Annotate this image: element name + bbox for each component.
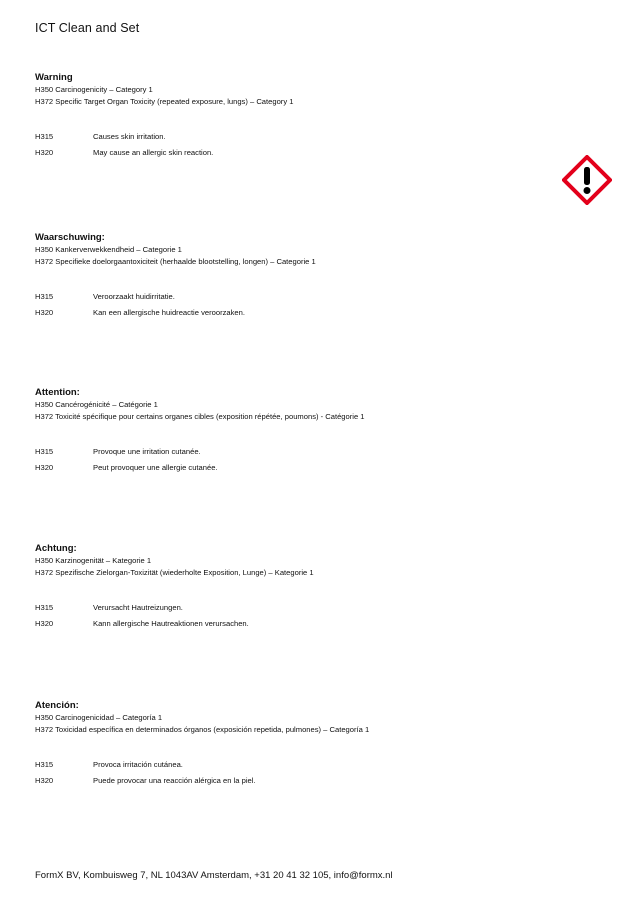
hazard-statement xyxy=(35,446,595,462)
classification-line: H372 Toxicité spécifique pour certains organes cibles (exposition répétée, poumons) - Catégorie 1 xyxy=(35,411,365,421)
hazard-code: H315 xyxy=(35,760,54,769)
hazard-text: Peut provoquer une allergie cutanée. xyxy=(93,462,218,472)
signal-word: Atención: xyxy=(35,700,79,711)
signal-word: Attention: xyxy=(35,387,80,398)
hazard-statement-list xyxy=(35,131,595,162)
hazard-code: H320 xyxy=(35,307,54,317)
hazard-statement-list xyxy=(35,602,595,633)
hazard-text: Verursacht Hautreizungen. xyxy=(93,603,183,612)
ghs-exclamation-mark-icon xyxy=(562,155,612,205)
classification-line: H350 Karzinogenität – Kategorie 1 xyxy=(35,556,152,565)
hazard-text: Kann allergische Hautreaktionen verursachen. xyxy=(93,618,249,628)
hazard-statement xyxy=(35,291,595,307)
classification-line: H350 Kankerverwekkendheid – Categorie 1 xyxy=(35,245,182,254)
hazard-text: Kan een allergische huidreactie veroorzaken. xyxy=(93,307,245,317)
company-footer: FormX BV, Kombuisweg 7, NL 1043AV Amsterdam, +31 20 41 32 105, info@formx.nl xyxy=(35,870,393,881)
hazard-statement xyxy=(35,602,595,618)
hazard-code: H320 xyxy=(35,462,54,472)
hazard-statement xyxy=(35,147,595,163)
hazard-code: H315 xyxy=(35,292,54,301)
hazard-statement-list xyxy=(35,446,595,477)
hazard-statement xyxy=(35,131,595,147)
classification-line: H372 Specifieke doelorgaantoxiciteit (herhaalde blootstelling, longen) – Categorie 1 xyxy=(35,256,316,266)
page-title: ICT Clean and Set xyxy=(35,21,140,35)
classification-line: H350 Carcinogenicity – Category 1 xyxy=(35,85,153,94)
hazard-code: H315 xyxy=(35,603,54,612)
classification-line: H350 Carcinogenicidad – Categoría 1 xyxy=(35,713,163,722)
hazard-code: H320 xyxy=(35,618,54,628)
hazard-statement xyxy=(35,462,595,478)
hazard-section-es xyxy=(35,700,595,790)
hazard-section-nl xyxy=(35,232,595,322)
hazard-statement xyxy=(35,307,595,323)
hazard-statement xyxy=(35,618,595,634)
hazard-code: H315 xyxy=(35,447,54,456)
hazard-text: Provoque une irritation cutanée. xyxy=(93,447,201,456)
hazard-statement-list xyxy=(35,291,595,322)
signal-word: Warning xyxy=(35,72,73,83)
hazard-text: Causes skin irritation. xyxy=(93,132,166,141)
hazard-section-en xyxy=(35,72,595,162)
classification-line: H350 Cancérogénicité – Catégorie 1 xyxy=(35,400,158,409)
hazard-section-de xyxy=(35,543,595,633)
hazard-statement xyxy=(35,759,595,775)
classification-line: H372 Toxicidad específica en determinados órganos (exposición repetida, pulmones) – Categoría 1 xyxy=(35,724,370,734)
signal-word: Waarschuwing: xyxy=(35,232,105,243)
hazard-code: H315 xyxy=(35,132,54,141)
hazard-code: H320 xyxy=(35,147,54,157)
hazard-text: May cause an allergic skin reaction. xyxy=(93,147,214,157)
hazard-statement xyxy=(35,775,595,791)
hazard-text: Veroorzaakt huidirritatie. xyxy=(93,292,175,301)
classification-line: H372 Spezifische Zielorgan-Toxizität (wiederholte Exposition, Lunge) – Kategorie 1 xyxy=(35,567,314,577)
hazard-text: Puede provocar una reacción alérgica en la piel. xyxy=(93,775,256,785)
hazard-text: Provoca irritación cutánea. xyxy=(93,760,183,769)
hazard-section-fr xyxy=(35,387,595,477)
classification-line: H372 Specific Target Organ Toxicity (repeated exposure, lungs) – Category 1 xyxy=(35,96,294,106)
signal-word: Achtung: xyxy=(35,543,77,554)
hazard-code: H320 xyxy=(35,775,54,785)
hazard-statement-list xyxy=(35,759,595,790)
